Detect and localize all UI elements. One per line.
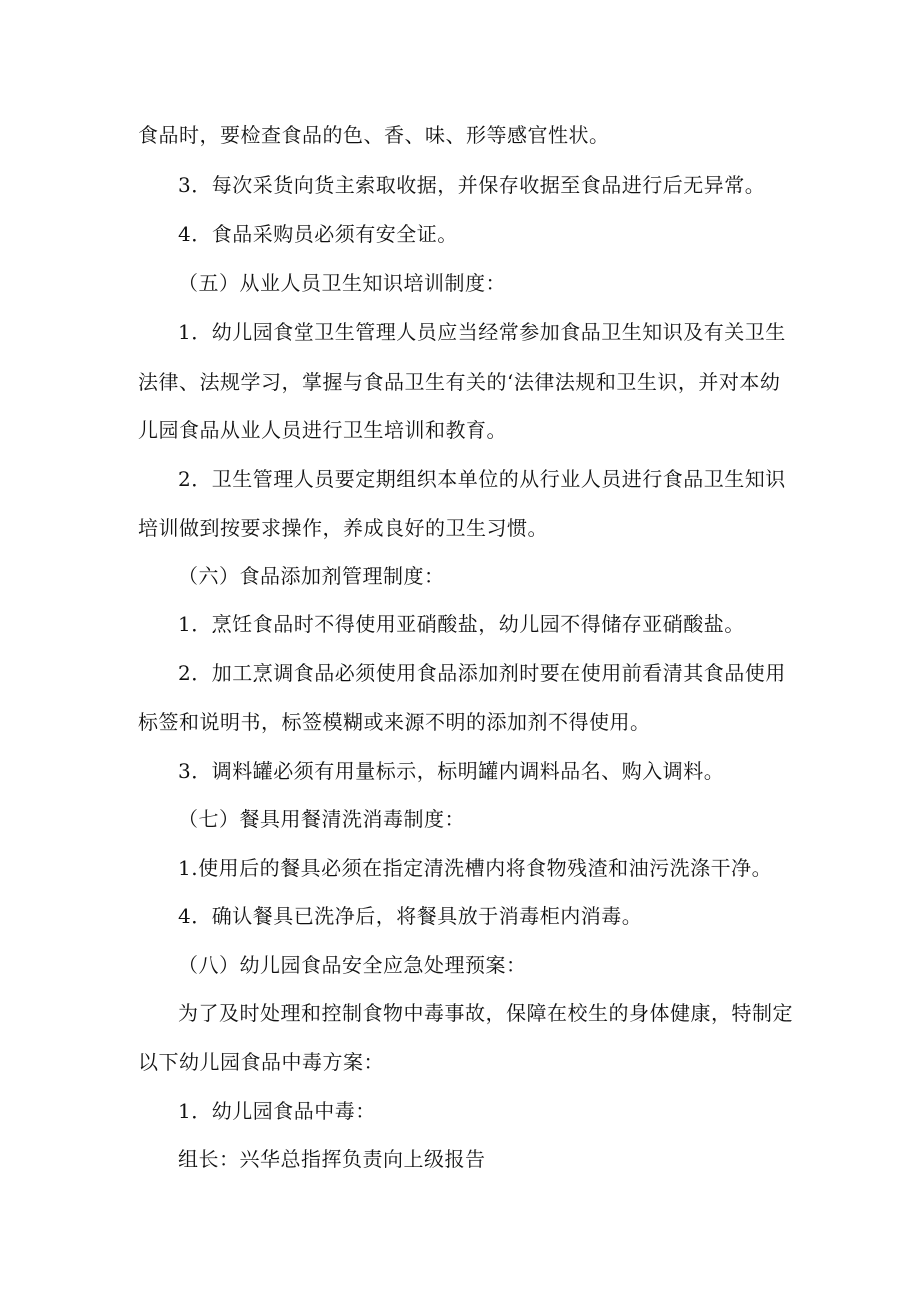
paragraph-line: 培训做到按要求操作，养成良好的卫生习惯。 (138, 516, 548, 540)
paragraph-line: 食品时，要检查食品的色、香、味、形等感官性状。 (138, 123, 610, 147)
paragraph-line: 1．幼儿园食堂卫生管理人员应当经常参加食品卫生知识及有关卫生 (178, 320, 786, 344)
paragraph-line: 2．加工烹调食品必须使用食品添加剂时要在使用前看清其食品使用 (178, 661, 786, 685)
paragraph-line: 4．确认餐具已洗净后，将餐具放于消毒柜内消毒。 (178, 904, 643, 928)
paragraph-line: 2．卫生管理人员要定期组织本单位的从行业人员进行食品卫生知识 (178, 467, 786, 491)
section-heading: （七）餐具用餐清洗消毒制度： (178, 807, 465, 831)
paragraph-line: 以下幼儿园食品中毒方案： (138, 1050, 384, 1074)
section-heading: （六）食品添加剂管理制度： (178, 564, 445, 588)
paragraph-line: 1.使用后的餐具必须在指定清洗槽内将食物残渣和油污洗涤干净。 (178, 856, 773, 880)
paragraph-line: 1．幼儿园食品中毒： (178, 1099, 376, 1123)
paragraph-line: 组长：兴华总指挥负责向上级报告 (178, 1147, 486, 1171)
section-heading: （五）从业人员卫生知识培训制度： (178, 271, 506, 295)
section-heading: （八）幼儿园食品安全应急处理预案： (178, 953, 527, 977)
paragraph-line: 法律、法规学习，掌握与食品卫生有关的‘法律法规和卫生识，并对本幼 (138, 370, 781, 394)
paragraph-line: 为了及时处理和控制食物中毒事故，保障在校生的身体健康，特制定 (178, 1001, 793, 1025)
paragraph-line: 3．每次采货向货主索取收据，并保存收据至食品进行后无异常。 (178, 173, 766, 197)
paragraph-line: 儿园食品从业人员进行卫生培训和教育。 (138, 418, 507, 442)
paragraph-line: 3．调料罐必须有用量标示，标明罐内调料品名、购入调料。 (178, 759, 725, 783)
paragraph-line: 标签和说明书，标签模糊或来源不明的添加剂不得使用。 (138, 710, 651, 734)
paragraph-line: 4．食品采购员必须有安全证。 (178, 222, 458, 246)
paragraph-line: 1．烹饪食品时不得使用亚硝酸盐，幼儿园不得储存亚硝酸盐。 (178, 612, 745, 636)
